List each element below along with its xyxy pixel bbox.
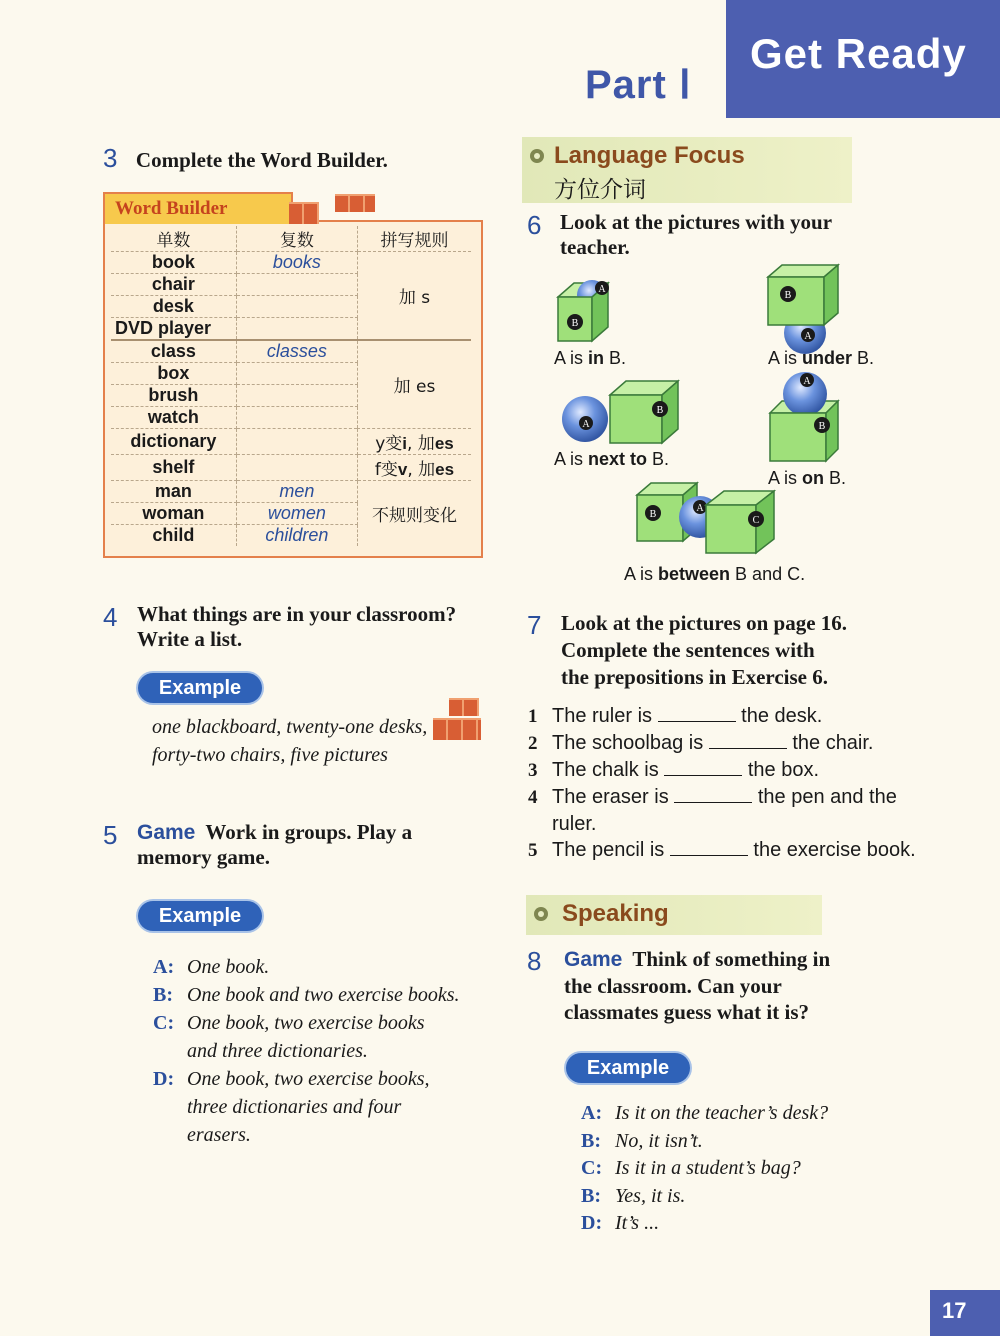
- sentence-end: the box.: [747, 759, 820, 781]
- caption-under: [768, 348, 874, 369]
- singular-cell: DVD player: [111, 318, 236, 341]
- label-a: A: [804, 331, 812, 342]
- header-plural: 复数: [236, 226, 357, 252]
- cube-next-to-picture: [562, 381, 678, 443]
- singular-cell: dictionary: [111, 429, 236, 455]
- dialog-turn: [581, 1183, 961, 1211]
- word-builder-tab: [103, 192, 293, 224]
- label-a: A: [598, 284, 606, 295]
- section-title: Speaking: [562, 900, 669, 927]
- section-bullet-icon: [534, 907, 548, 921]
- label-c: C: [752, 515, 760, 526]
- rule-text: y变: [375, 434, 403, 454]
- game-label: Game: [137, 821, 196, 844]
- dialog-line: No, it isn’t.: [615, 1129, 703, 1152]
- speaker: D:: [153, 1068, 175, 1090]
- list-item: [528, 757, 948, 784]
- plural-cell: women: [236, 503, 357, 525]
- speaker: D:: [581, 1212, 603, 1234]
- dialog-line: erasers.: [187, 1124, 251, 1146]
- plural-cell: [236, 296, 357, 318]
- caption-text: A is: [768, 348, 803, 368]
- dialog-turn: [153, 1065, 513, 1149]
- dialog-line: One book and two exercise books.: [187, 984, 460, 1006]
- header-singular: 单数: [111, 226, 236, 252]
- instruction-line: memory game.: [137, 845, 270, 869]
- get-ready-banner: [726, 0, 1000, 118]
- dialog-turn: [153, 981, 513, 1009]
- label-b: B: [656, 405, 664, 416]
- dialog-line: Is it in a student’s bag?: [615, 1157, 801, 1179]
- cube-under-picture: [768, 265, 838, 354]
- brick-decoration: [335, 194, 375, 212]
- singular-cell: brush: [111, 385, 236, 407]
- sentence-end: the desk.: [741, 705, 823, 727]
- answer-blank[interactable]: [709, 732, 787, 749]
- caption-text: B.: [604, 348, 627, 368]
- caption-preposition: on: [802, 468, 825, 488]
- answer-blank[interactable]: [658, 705, 736, 722]
- exercise-3-heading: [103, 143, 388, 174]
- sentence-end: the pen and the: [757, 786, 897, 808]
- answer-blank[interactable]: [670, 839, 748, 856]
- rule-text: , 加: [407, 460, 436, 480]
- section-subtitle: 方位介词: [554, 177, 646, 203]
- label-b: B: [818, 421, 826, 432]
- item-number: 4: [528, 787, 538, 808]
- caption-preposition: next to: [588, 449, 648, 469]
- table-row: [111, 481, 471, 503]
- sentence-start: The pencil is: [552, 839, 665, 861]
- rule-cell: 加 es: [357, 340, 471, 429]
- caption-text: A is: [554, 348, 589, 368]
- rule-letter: v: [397, 460, 408, 479]
- instruction-line: What things are in your classroom?: [137, 602, 457, 626]
- dialog-turn: [581, 1128, 961, 1156]
- item-number: 1: [528, 706, 538, 727]
- plural-cell: men: [236, 481, 357, 503]
- dialog-turn: [153, 1009, 513, 1065]
- caption-next-to: [554, 449, 669, 470]
- game-label: Game: [564, 948, 623, 971]
- sentence-start: The schoolbag is: [552, 732, 704, 754]
- item-number: 3: [528, 760, 538, 781]
- label-a: A: [803, 376, 811, 387]
- rule-text: , 加: [407, 434, 435, 454]
- speaker: B:: [153, 984, 173, 1006]
- example-line: one blackboard, twenty-one desks,: [152, 716, 428, 738]
- list-item: [528, 784, 948, 837]
- rule-suffix: es: [435, 460, 455, 479]
- caption-text: A is: [554, 449, 589, 469]
- caption-in: [554, 348, 626, 369]
- plural-cell: [236, 455, 357, 481]
- exercise-5-heading: [103, 820, 503, 870]
- table-row: [111, 252, 471, 274]
- memory-game-dialog: [153, 953, 513, 1149]
- caption-text: B.: [647, 449, 670, 469]
- list-item: [528, 730, 948, 757]
- plural-cell: children: [236, 525, 357, 547]
- dialog-line: and three dictionaries.: [187, 1040, 368, 1062]
- exercise-instruction: Complete the Word Builder.: [135, 148, 388, 172]
- dialog-line: Is it on the teacher’s desk?: [615, 1102, 829, 1124]
- plural-cell: [236, 385, 357, 407]
- singular-cell: man: [111, 481, 236, 503]
- exercise-4-heading: [103, 602, 513, 652]
- exercise-8-heading: [527, 946, 947, 1025]
- speaker: C:: [153, 1012, 175, 1034]
- sentence-start: The chalk is: [552, 759, 659, 781]
- speaker: A:: [153, 956, 175, 978]
- dialog-turn: [581, 1210, 961, 1238]
- word-builder-title: Word Builder: [115, 198, 228, 219]
- caption-text: B.: [824, 468, 847, 488]
- brick-decoration: [433, 718, 481, 740]
- instruction-line: the prepositions in Exercise 6.: [561, 665, 828, 689]
- rule-cell: [357, 429, 471, 455]
- sentence-end: the exercise book.: [753, 839, 916, 861]
- rule-suffix: es: [434, 434, 454, 453]
- brick-decoration: [449, 698, 479, 716]
- dialog-line: One book, two exercise books,: [187, 1068, 430, 1090]
- item-number: 2: [528, 733, 538, 754]
- speaking-header: [526, 895, 822, 935]
- page-number: [930, 1290, 1000, 1336]
- instruction-line: Write a list.: [137, 627, 243, 651]
- caption-preposition: under: [802, 348, 853, 368]
- rule-letter: i: [402, 434, 407, 453]
- speaker: C:: [581, 1157, 603, 1179]
- exercise-number: 5: [103, 820, 118, 850]
- answer-blank[interactable]: [674, 786, 752, 803]
- word-builder-table: [111, 226, 471, 546]
- plural-cell: [236, 274, 357, 296]
- plural-cell: [236, 407, 357, 429]
- caption-text: B and C.: [730, 564, 806, 584]
- exercise-instruction: [137, 602, 513, 652]
- example-label: Example: [138, 673, 262, 703]
- exercise-number: 3: [103, 143, 118, 173]
- table-row: [111, 455, 471, 481]
- table-row: [111, 429, 471, 455]
- exercise-number: 8: [527, 946, 542, 976]
- list-item: [528, 703, 948, 730]
- plural-cell: [236, 363, 357, 385]
- item-number: 5: [528, 840, 538, 861]
- label-b: B: [649, 509, 657, 520]
- exercise-instruction: [561, 610, 947, 691]
- instruction-line: teacher.: [560, 235, 630, 259]
- singular-cell: box: [111, 363, 236, 385]
- plural-cell: books: [236, 252, 357, 274]
- exercise-instruction: [560, 210, 927, 260]
- label-a: A: [582, 419, 590, 430]
- exercise-number: 6: [527, 210, 542, 240]
- exercise-instruction: [564, 946, 947, 1025]
- instruction-line: Look at the pictures on page 16.: [561, 611, 848, 635]
- caption-preposition: in: [588, 348, 605, 368]
- caption-between: [624, 564, 805, 585]
- caption-text: A is: [624, 564, 659, 584]
- example-label: Example: [138, 901, 262, 931]
- label-b: B: [571, 318, 579, 329]
- example-line: forty-two chairs, five pictures: [152, 744, 388, 766]
- dialog-turn: [581, 1155, 961, 1183]
- dialog-line: Yes, it is.: [615, 1184, 686, 1207]
- example-label: Example: [566, 1053, 690, 1083]
- exercise-6-heading: [527, 210, 927, 260]
- dialog-line: One book, two exercise books: [187, 1012, 425, 1034]
- plural-cell: classes: [236, 340, 357, 363]
- instruction-line: Complete the sentences with: [561, 638, 815, 662]
- caption-text: A is: [768, 468, 803, 488]
- rule-cell: [357, 455, 471, 481]
- prepositions-illustration: [520, 255, 940, 600]
- singular-cell: book: [111, 252, 236, 274]
- singular-cell: woman: [111, 503, 236, 525]
- rule-cell: 加 s: [357, 252, 471, 341]
- dialog-turn: [581, 1100, 961, 1128]
- brick-decoration: [289, 202, 319, 224]
- dialog-line: three dictionaries and four: [187, 1096, 402, 1118]
- exercise-number: 7: [527, 610, 542, 640]
- label-b: B: [784, 290, 792, 301]
- sentence-start: The ruler is: [552, 705, 653, 727]
- sentence-start: The eraser is: [552, 786, 669, 808]
- table-row: [111, 340, 471, 363]
- answer-blank[interactable]: [664, 759, 742, 776]
- word-builder: [103, 192, 481, 556]
- guess-game-dialog: [581, 1100, 961, 1238]
- section-title: Language Focus: [554, 142, 745, 169]
- instruction-line: classmates guess what it is?: [564, 1000, 809, 1024]
- sentence-continuation: ruler.: [552, 813, 597, 835]
- singular-cell: watch: [111, 407, 236, 429]
- header-rule: 拼写规则: [357, 226, 471, 252]
- singular-cell: child: [111, 525, 236, 547]
- caption-on: [768, 468, 846, 489]
- singular-cell: chair: [111, 274, 236, 296]
- list-item: [528, 837, 948, 864]
- banner-title: Get Ready: [750, 30, 967, 77]
- instruction-line: Work in groups. Play a: [205, 820, 413, 844]
- instruction-line: Think of something in: [632, 947, 831, 971]
- speaker: B:: [581, 1184, 601, 1207]
- instruction-line: the classroom. Can your: [564, 974, 782, 998]
- dialog-line: One book.: [187, 956, 270, 978]
- speaker: A:: [581, 1102, 603, 1124]
- dialog-line: It’s ...: [615, 1212, 660, 1234]
- exercise-number: 4: [103, 602, 118, 632]
- fill-in-sentences: [528, 703, 948, 864]
- singular-cell: class: [111, 340, 236, 363]
- dialog-turn: [153, 953, 513, 981]
- section-bullet-icon: [530, 149, 544, 163]
- page-number-text: 17: [942, 1298, 967, 1323]
- speaker: B:: [581, 1129, 601, 1152]
- cube-on-picture: [770, 372, 838, 461]
- singular-cell: shelf: [111, 455, 236, 481]
- sentence-end: the chair.: [792, 732, 874, 754]
- rule-text: f变: [374, 460, 398, 480]
- plural-cell: [236, 318, 357, 341]
- rule-cell: 不规则变化: [371, 506, 457, 526]
- exercise-7-heading: [527, 610, 947, 691]
- part-heading: Part Ⅰ: [585, 63, 692, 107]
- caption-preposition: between: [658, 564, 731, 584]
- label-a: A: [696, 503, 704, 514]
- singular-cell: desk: [111, 296, 236, 318]
- example-text: [152, 713, 427, 769]
- plural-cell: [236, 429, 357, 455]
- caption-text: B.: [852, 348, 875, 368]
- cube-in-picture: [558, 280, 609, 341]
- language-focus-header: [522, 137, 852, 203]
- instruction-line: Look at the pictures with your: [560, 210, 833, 234]
- exercise-instruction: [137, 820, 503, 870]
- cube-between-picture: [637, 483, 774, 553]
